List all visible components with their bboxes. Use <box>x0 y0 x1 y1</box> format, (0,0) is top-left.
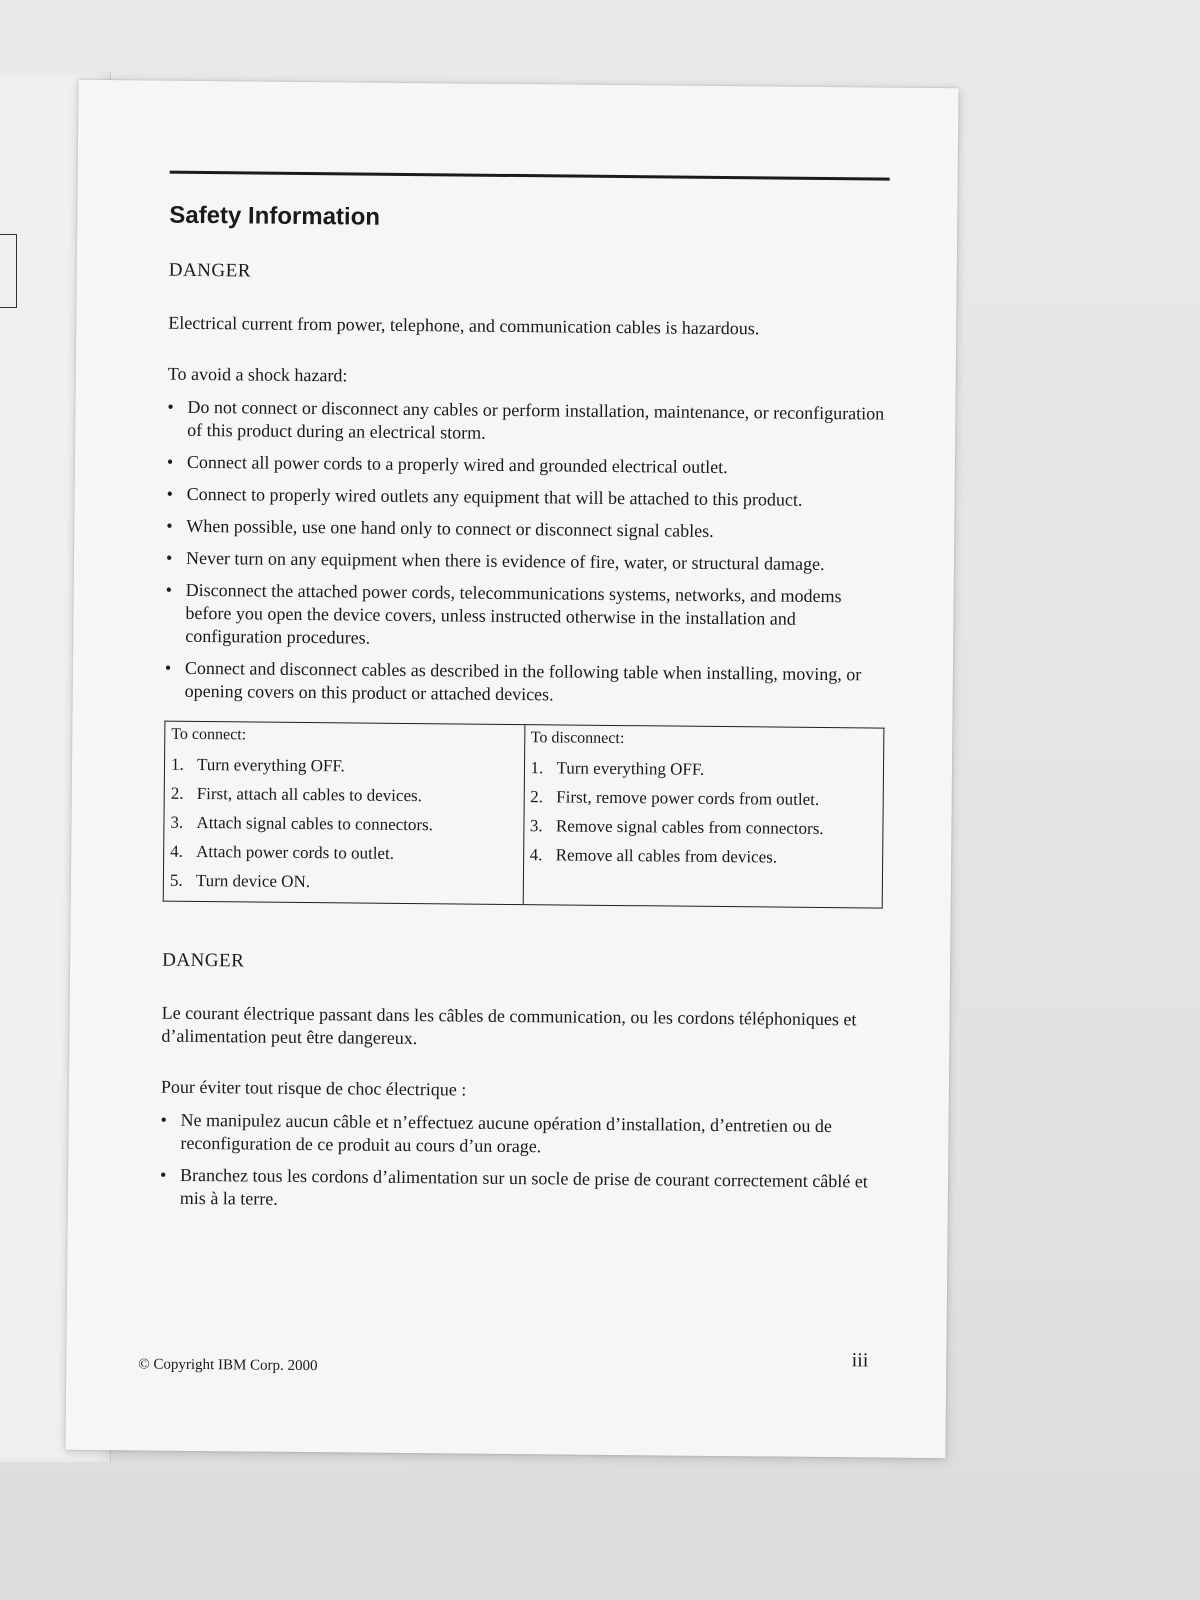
connect-step: 2. First, attach all cables to devices. <box>170 783 423 806</box>
disconnect-step: 3. Remove signal cables from connectors. <box>529 816 824 838</box>
danger-intro-fr: Le courant électrique passant dans les câbles de communication, ou les cordons téléphoniques et d’alimentation peut être dangereux. <box>161 1002 857 1049</box>
page-number: iii <box>851 1349 869 1372</box>
safety-list-en <box>165 396 888 710</box>
list-item: • Never turn on any equipment when there is evidence of fire, water, or structural damage. <box>166 547 886 577</box>
connect-header: To connect: <box>171 725 247 744</box>
disconnect-step: 1. Turn everything OFF. <box>530 758 705 779</box>
copyright-notice: © Copyright IBM Corp. 2000 <box>138 1356 318 1375</box>
disconnect-column <box>523 725 884 908</box>
shock-lead-en: To avoid a shock hazard: <box>167 363 348 386</box>
list-item: • Disconnect the attached power cords, telecommunications systems, networks, and modems before you open the device covers, unless instructed otherwise in the installation and configuration procedures. <box>165 579 886 655</box>
list-item: • Connect all power cords to a properly wired and grounded electrical outlet. <box>167 451 887 481</box>
danger-heading-en: DANGER <box>168 259 252 282</box>
danger-intro-en: Electrical current from power, telephone, and communication cables is hazardous. <box>168 312 760 339</box>
list-item: • Ne manipulez aucun câble et n’effectuez aucune opération d’installation, d’entretien ou de reconfiguration de ce produit au cours d’un orage. <box>160 1109 880 1162</box>
disconnect-header: To disconnect: <box>530 729 625 748</box>
page-title: Safety Information <box>169 201 381 231</box>
list-item: • When possible, use one hand only to connect or disconnect signal cables. <box>166 515 886 545</box>
connect-step: 3. Attach signal cables to connectors. <box>170 812 434 835</box>
safety-list-fr <box>160 1109 881 1217</box>
disconnect-step: 4. Remove all cables from devices. <box>529 845 778 867</box>
list-item: • Connect to properly wired outlets any equipment that will be attached to this product. <box>167 483 887 513</box>
disconnect-step: 2. First, remove power cords from outlet. <box>530 787 820 809</box>
connect-step: 5. Turn device ON. <box>169 870 311 892</box>
manual-page <box>65 80 958 1458</box>
page-footer <box>138 1342 868 1389</box>
list-item: • Do not connect or disconnect any cables or perform installation, maintenance, or reconfiguration of this product during an electrical storm. <box>167 396 887 449</box>
connect-disconnect-table <box>163 721 885 909</box>
page-content <box>160 171 890 1226</box>
danger-heading-fr: DANGER <box>162 949 245 972</box>
facing-page-tab <box>0 234 17 308</box>
shock-lead-fr: Pour éviter tout risque de choc électrique : <box>160 1076 467 1100</box>
list-item: • Branchez tous les cordons d’alimentation sur un socle de prise de courant correctement câblé et mis à la terre. <box>160 1164 880 1217</box>
connect-step: 4. Attach power cords to outlet. <box>170 841 395 863</box>
list-item: • Connect and disconnect cables as described in the following table when installing, moving, or opening covers on this product or attached devices. <box>165 657 885 710</box>
connect-column <box>163 721 524 904</box>
header-rule <box>170 171 890 181</box>
connect-step: 1. Turn everything OFF. <box>170 754 345 776</box>
